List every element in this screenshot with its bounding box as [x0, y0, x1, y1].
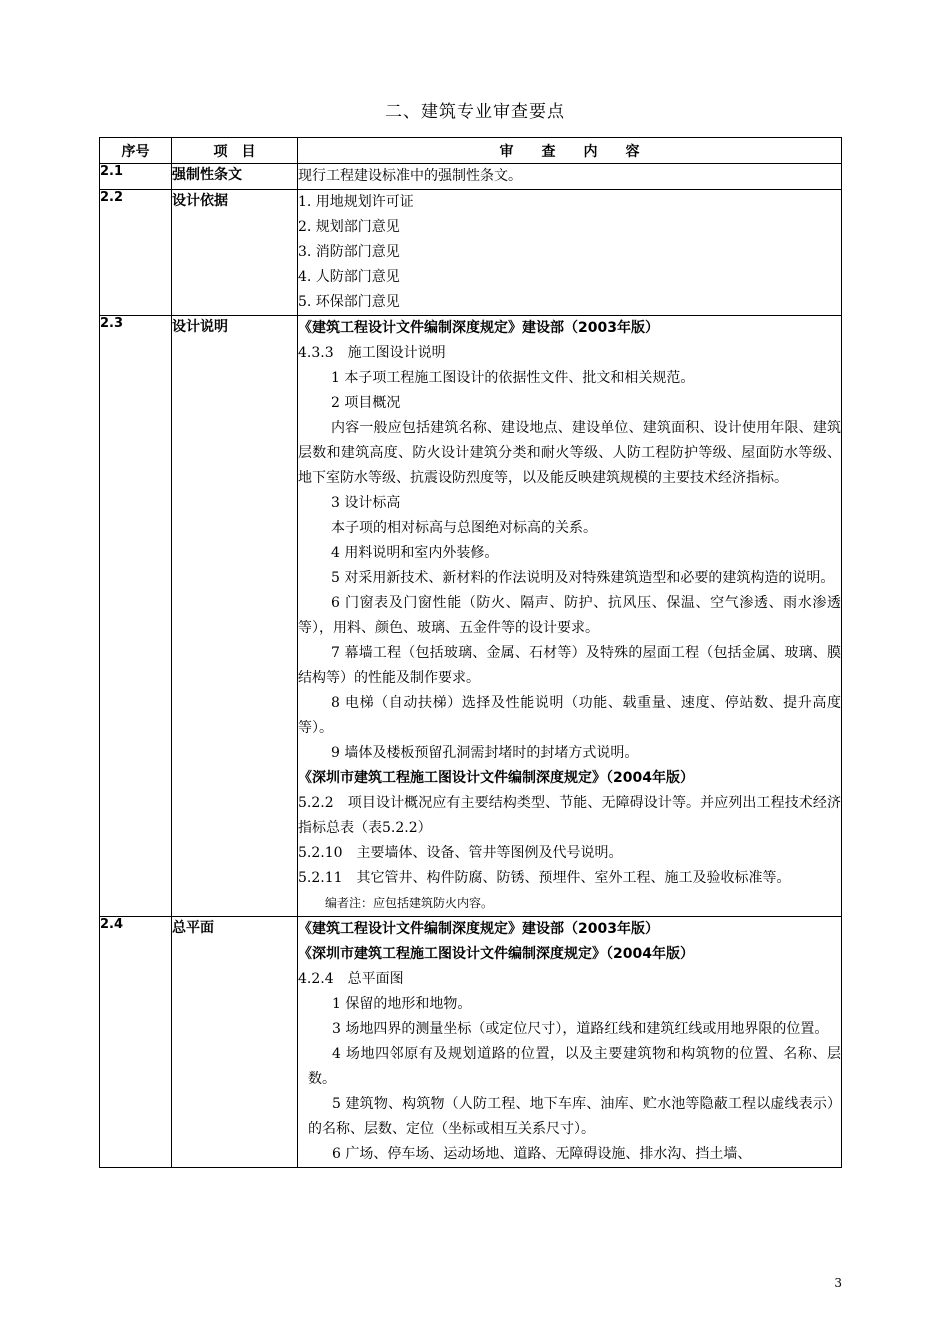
content-line: 4 用料说明和室内外装修。	[331, 545, 499, 561]
content-heading: 《建筑工程设计文件编制深度规定》建设部（2003年版）	[298, 921, 659, 937]
row-content	[298, 190, 842, 316]
row-content	[298, 316, 842, 917]
row-number: 2.4	[100, 917, 172, 1168]
content-line: 1 保留的地形和地物。	[332, 996, 472, 1012]
content-line: 1 本子项工程施工图设计的依据性文件、批文和相关规范。	[331, 370, 695, 386]
table-row	[100, 316, 842, 917]
row-number: 2.3	[100, 316, 172, 917]
row-item: 设计说明	[172, 316, 298, 917]
content-line: 3 设计标高	[331, 495, 401, 511]
editor-note: 编者注：应包括建筑防火内容。	[325, 896, 494, 910]
content-line: 4 场地四邻原有及规划道路的位置，以及主要建筑物和构筑物的位置、名称、层数。	[308, 1046, 841, 1087]
row-content	[298, 917, 842, 1168]
content-line: 5 对采用新技术、新材料的作法说明及对特殊建筑造型和必要的建筑构造的说明。	[331, 570, 835, 586]
table-header-row	[100, 138, 842, 164]
content-line: 5. 环保部门意见	[298, 294, 400, 310]
content-line: 9 墙体及楼板预留孔洞需封堵时的封堵方式说明。	[331, 745, 639, 761]
table-row	[100, 917, 842, 1168]
content-line: 5 建筑物、构筑物（人防工程、地下车库、油库、贮水池等隐蔽工程以虚线表示）的名称、层数、定位（坐标或相互关系尺寸）。	[308, 1096, 841, 1137]
content-line: 1. 用地规划许可证	[298, 194, 414, 210]
header-content: 审 查 内 容	[298, 138, 842, 164]
row-number: 2.1	[100, 164, 172, 190]
header-num: 序号	[100, 138, 172, 164]
content-heading: 《深圳市建筑工程施工图设计文件编制深度规定》（2004年版）	[298, 770, 694, 786]
content-heading: 《建筑工程设计文件编制深度规定》建设部（2003年版）	[298, 320, 659, 336]
table-row	[100, 190, 842, 316]
content-line: 4.2.4 总平面图	[298, 971, 404, 987]
content-line: 7 幕墙工程（包括玻璃、金属、石材等）及特殊的屋面工程（包括金属、玻璃、膜结构等）的性能及制作要求。	[298, 645, 841, 686]
content-line: 5.2.10 主要墙体、设备、管井等图例及代号说明。	[298, 845, 623, 861]
page-number: 3	[834, 1276, 842, 1290]
content-line: 现行工程建设标准中的强制性条文。	[298, 168, 522, 184]
table-row	[100, 164, 842, 190]
header-item: 项 目	[172, 138, 298, 164]
content-heading: 《深圳市建筑工程施工图设计文件编制深度规定》（2004年版）	[298, 946, 694, 962]
content-line: 2. 规划部门意见	[298, 219, 400, 235]
content-line: 8 电梯（自动扶梯）选择及性能说明（功能、载重量、速度、停站数、提升高度等）。	[298, 695, 841, 736]
content-line: 5.2.2 项目设计概况应有主要结构类型、节能、无障碍设计等。并应列出工程技术经济指标总表（表5.2.2）	[298, 795, 841, 836]
row-item: 总平面	[172, 917, 298, 1168]
page-title: 二、建筑专业审查要点	[385, 102, 565, 122]
content-line: 6 广场、停车场、运动场地、道路、无障碍设施、排水沟、挡土墙、	[332, 1146, 752, 1162]
content-line: 内容一般应包括建筑名称、建设地点、建设单位、建筑面积、设计使用年限、建筑层数和建筑高度、防火设计建筑分类和耐火等级、人防工程防护等级、屋面防水等级、地下室防水等级、抗震设防烈度等，以及能反映建筑规模的主要技术经济指标。	[298, 420, 841, 486]
row-item: 强制性条文	[172, 164, 298, 190]
content-line: 3 场地四界的测量坐标（或定位尺寸），道路红线和建筑红线或用地界限的位置。	[332, 1021, 829, 1037]
content-line: 5.2.11 其它管井、构件防腐、防锈、预埋件、室外工程、施工及验收标准等。	[298, 870, 791, 886]
row-number: 2.2	[100, 190, 172, 316]
review-table	[99, 137, 842, 1168]
row-item: 设计依据	[172, 190, 298, 316]
content-line: 本子项的相对标高与总图绝对标高的关系。	[331, 520, 597, 536]
content-line: 4.3.3 施工图设计说明	[298, 345, 446, 361]
content-line: 6 门窗表及门窗性能（防火、隔声、防护、抗风压、保温、空气渗透、雨水渗透等），用料、颜色、玻璃、五金件等的设计要求。	[298, 595, 841, 636]
table-body	[100, 164, 842, 1168]
row-content	[298, 164, 842, 190]
content-line: 3. 消防部门意见	[298, 244, 400, 260]
content-line: 4. 人防部门意见	[298, 269, 400, 285]
content-line: 2 项目概况	[331, 395, 401, 411]
